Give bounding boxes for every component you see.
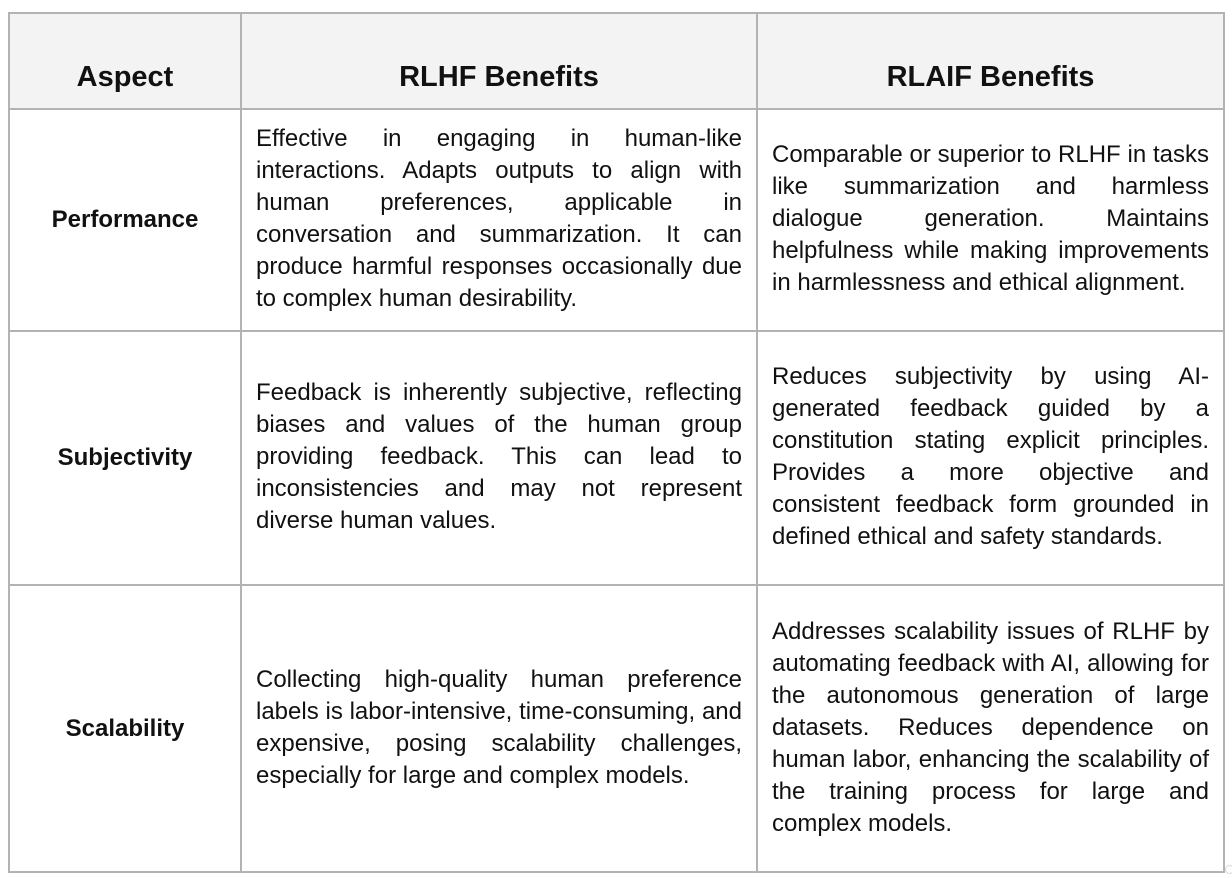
rlaif-cell: Reduces subjectivity by using AI-generated feedback guided by a constitution stating explicit principles. Provides a more objective and consistent feedback form grounded in defined ethical and safety standards. [757,331,1224,585]
rlhf-cell: Collecting high-quality human preference labels is labor-intensive, time-consuming, and expensive, posing scalability challenges, especially for large and complex models. [241,585,757,872]
rlaif-cell: Comparable or superior to RLHF in tasks like summarization and harmless dialogue generation. Maintains helpfulness while making improvements in harmlessness and ethical alignment. [757,109,1224,331]
header-row [9,13,1224,109]
rlhf-cell: Effective in engaging in human-like interactions. Adapts outputs to align with human preferences, applicable in conversation and summarization. It can produce harmful responses occasionally due to complex human desirability. [241,109,757,331]
table-row [9,331,1224,585]
aspect-cell: Performance [9,109,241,331]
header-rlhf-benefits: RLHF Benefits [241,13,757,109]
rlhf-cell: Feedback is inherently subjective, reflecting biases and values of the human group providing feedback. This can lead to inconsistencies and may not represent diverse human values. [241,331,757,585]
comparison-table [8,12,1225,873]
table-row [9,585,1224,872]
aspect-cell: Subjectivity [9,331,241,585]
header-aspect: Aspect [9,13,241,109]
corner-handle-icon [1225,865,1232,874]
header-rlaif-benefits: RLAIF Benefits [757,13,1224,109]
aspect-cell: Scalability [9,585,241,872]
rlaif-cell: Addresses scalability issues of RLHF by automating feedback with AI, allowing for the autonomous generation of large datasets. Reduces dependence on human labor, enhancing the scalability of the training process for large and complex models. [757,585,1224,872]
table-row [9,109,1224,331]
